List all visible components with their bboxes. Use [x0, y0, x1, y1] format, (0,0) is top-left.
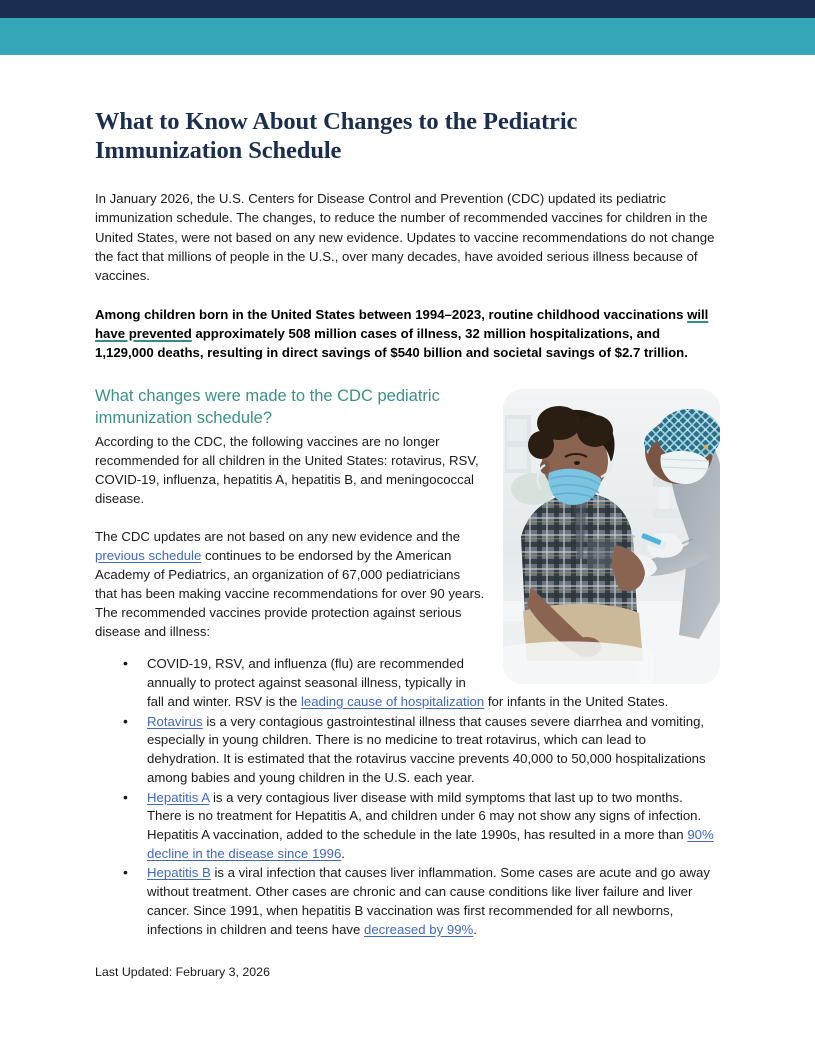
vaccination-photo-illustration	[503, 389, 720, 684]
page-container	[0, 55, 815, 979]
list-item	[95, 864, 720, 939]
section-paragraph-1: According to the CDC, the following vaccines are no longer recommended for all children in the United States: rotavirus, RSV, COVID-19, influenza, hepatitis A, hepatitis B, and meningococcal disease.	[95, 433, 479, 507]
list-item	[95, 789, 720, 864]
bullet-2-text-middle: is a very contagious liver disease with mild symptoms that last up to two months. There is no treatment for Hepatitis A, and children under 6 may not show any signs of infection. Hepatitis A vaccination, added to the schedule in the late 1990s, has resulted in a more than	[147, 789, 702, 842]
rotavirus-link[interactable]: Rotavirus	[147, 713, 203, 729]
vaccine-list	[95, 655, 720, 939]
section-paragraph-2-before: The CDC updates are not based on any new evidence and the	[95, 528, 461, 544]
last-updated: Last Updated: February 3, 2026	[95, 965, 270, 980]
previous-schedule-link[interactable]: previous schedule	[95, 547, 202, 563]
hepatitis-a-link[interactable]: Hepatitis A	[147, 789, 210, 805]
article	[95, 55, 720, 979]
section-heading: What changes were made to the CDC pediatric immunization schedule?	[95, 387, 440, 428]
hepatitis-b-link[interactable]: Hepatitis B	[147, 865, 211, 881]
leading-cause-of-hospitalization-link[interactable]: leading cause of hospitalization	[300, 693, 485, 709]
highlight-paragraph	[95, 305, 720, 362]
highlight-text-after: approximately 508 million cases of illness, 32 million hospitalizations, and 1,129,000 deaths, resulting in direct savings of $540 billion and societal savings of $2.7 trillion.	[95, 326, 688, 361]
bullet-3-text-after: .	[473, 921, 477, 937]
vaccination-photo	[503, 389, 720, 684]
list-item	[95, 655, 720, 711]
will-have-prevented-link[interactable]: will have prevented	[95, 307, 709, 342]
bullet-0-text-before: COVID-19, RSV, and influenza (flu) are recommended annually to protect against seasonal illness, typically in fall and winter. RSV is the	[147, 656, 466, 709]
ninety-percent-decline-link[interactable]: 90% decline in the disease since 1996	[147, 826, 714, 861]
list-item	[95, 713, 720, 788]
highlight-text-before: Among children born in the United States between 1994–2023, routine childhood vaccinations	[95, 307, 688, 323]
intro-paragraph: In January 2026, the U.S. Centers for Disease Control and Prevention (CDC) updated its pediatric immunization schedule. The changes, to reduce the number of recommended vaccines for children in the United States, were not based on any new evidence. Updates to vaccine recommendations do not change the fact that millions of people in the U.S., over many decades, have avoided serious illness because of vaccines.	[95, 191, 715, 283]
bullet-0-text-after: for infants in the United States.	[484, 693, 669, 709]
decreased-by-99-percent-link[interactable]: decreased by 99%	[364, 921, 474, 937]
page-title: What to Know About Changes to the Pediatric Immunization Schedule	[95, 108, 578, 164]
section-paragraph-2-after: continues to be endorsed by the American Academy of Pediatrics, an organization of 67,000 pediatricians that has been making vaccine recommendations for over 90 years. The recommended vaccines provide protection against serious disease and illness:	[95, 547, 485, 640]
top-navy-bar	[0, 0, 815, 18]
bullet-3-text-middle: is a viral infection that causes liver inflammation. Some cases are acute and go away without treatment. Other cases are chronic and can cause conditions like liver failure and liver cancer. Since 1991, when hepatitis B vaccination was first recommended for all newborns, infections in children and teens have	[147, 865, 710, 937]
top-teal-bar	[0, 18, 815, 55]
bullet-2-text-after: .	[341, 845, 345, 861]
bullet-1-text-after: is a very contagious gastrointestinal illness that causes severe diarrhea and vomiting, especially in young children. There is no medicine to treat rotavirus, which can lead to dehydration. It is estimated that the rotavirus vaccine prevents 40,000 to 50,000 hospitalizations among babies and young children in the U.S. each year.	[147, 713, 706, 785]
